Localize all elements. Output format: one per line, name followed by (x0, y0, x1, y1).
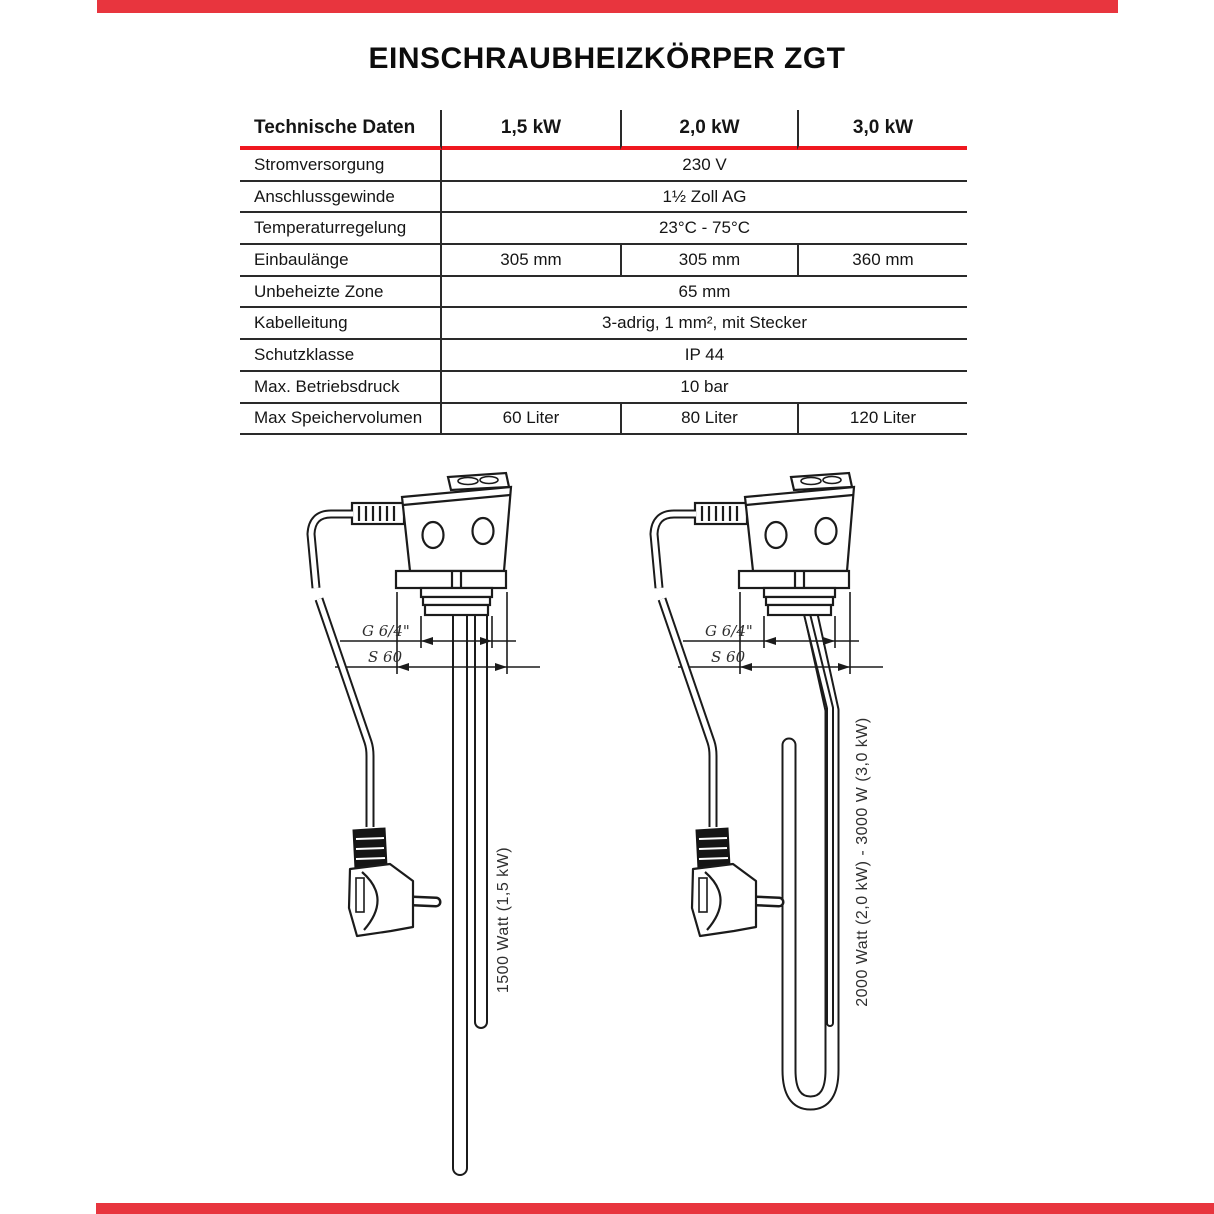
drawing-heater-2-0-3-0kw (654, 473, 883, 1103)
row-value: 23°C - 75°C (442, 213, 967, 245)
wrench-dimension-label: S 60 (711, 648, 746, 666)
heater-head (352, 473, 511, 615)
row-value: 230 V (442, 150, 967, 182)
row-label: Kabelleitung (240, 308, 442, 340)
row-value: 305 mm (620, 245, 797, 277)
heating-rods (789, 610, 832, 1103)
row-value: 1½ Zoll AG (442, 182, 967, 214)
row-label: Max. Betriebsdruck (240, 372, 442, 404)
table-header-label: Technische Daten (240, 110, 442, 150)
drawing-heater-1-5kw (311, 473, 540, 1168)
thread-dimension-label: G 6/4" (362, 622, 410, 640)
power-rating-label: 1500 Watt (1,5 kW) (495, 846, 512, 994)
heater-head (695, 473, 854, 615)
row-label: Schutzklasse (240, 340, 442, 372)
row-label: Anschlussgewinde (240, 182, 442, 214)
row-label: Unbeheizte Zone (240, 277, 442, 309)
row-value: 305 mm (442, 245, 620, 277)
row-value: 65 mm (442, 277, 967, 309)
row-value: IP 44 (442, 340, 967, 372)
row-value: 360 mm (797, 245, 967, 277)
row-label: Max Speichervolumen (240, 404, 442, 436)
row-value: 120 Liter (797, 404, 967, 436)
row-value: 80 Liter (620, 404, 797, 436)
row-value: 10 bar (442, 372, 967, 404)
column-header-2-0kw: 2,0 kW (620, 110, 797, 150)
power-rating-label: 2000 Watt (2,0 kW) - 3000 W (3,0 kW) (854, 717, 871, 1007)
row-label: Einbaulänge (240, 245, 442, 277)
thread-dimension-label: G 6/4" (705, 622, 753, 640)
row-value: 60 Liter (442, 404, 620, 436)
column-header-1-5kw: 1,5 kW (442, 110, 620, 150)
row-label: Stromversorgung (240, 150, 442, 182)
row-label: Temperaturregelung (240, 213, 442, 245)
wrench-dimension-label: S 60 (368, 648, 403, 666)
row-value: 3-adrig, 1 mm², mit Stecker (442, 308, 967, 340)
column-header-3-0kw: 3,0 kW (797, 110, 967, 150)
heating-rods (460, 610, 481, 1168)
page-title: EINSCHRAUBHEIZKÖRPER ZGT (368, 42, 846, 75)
